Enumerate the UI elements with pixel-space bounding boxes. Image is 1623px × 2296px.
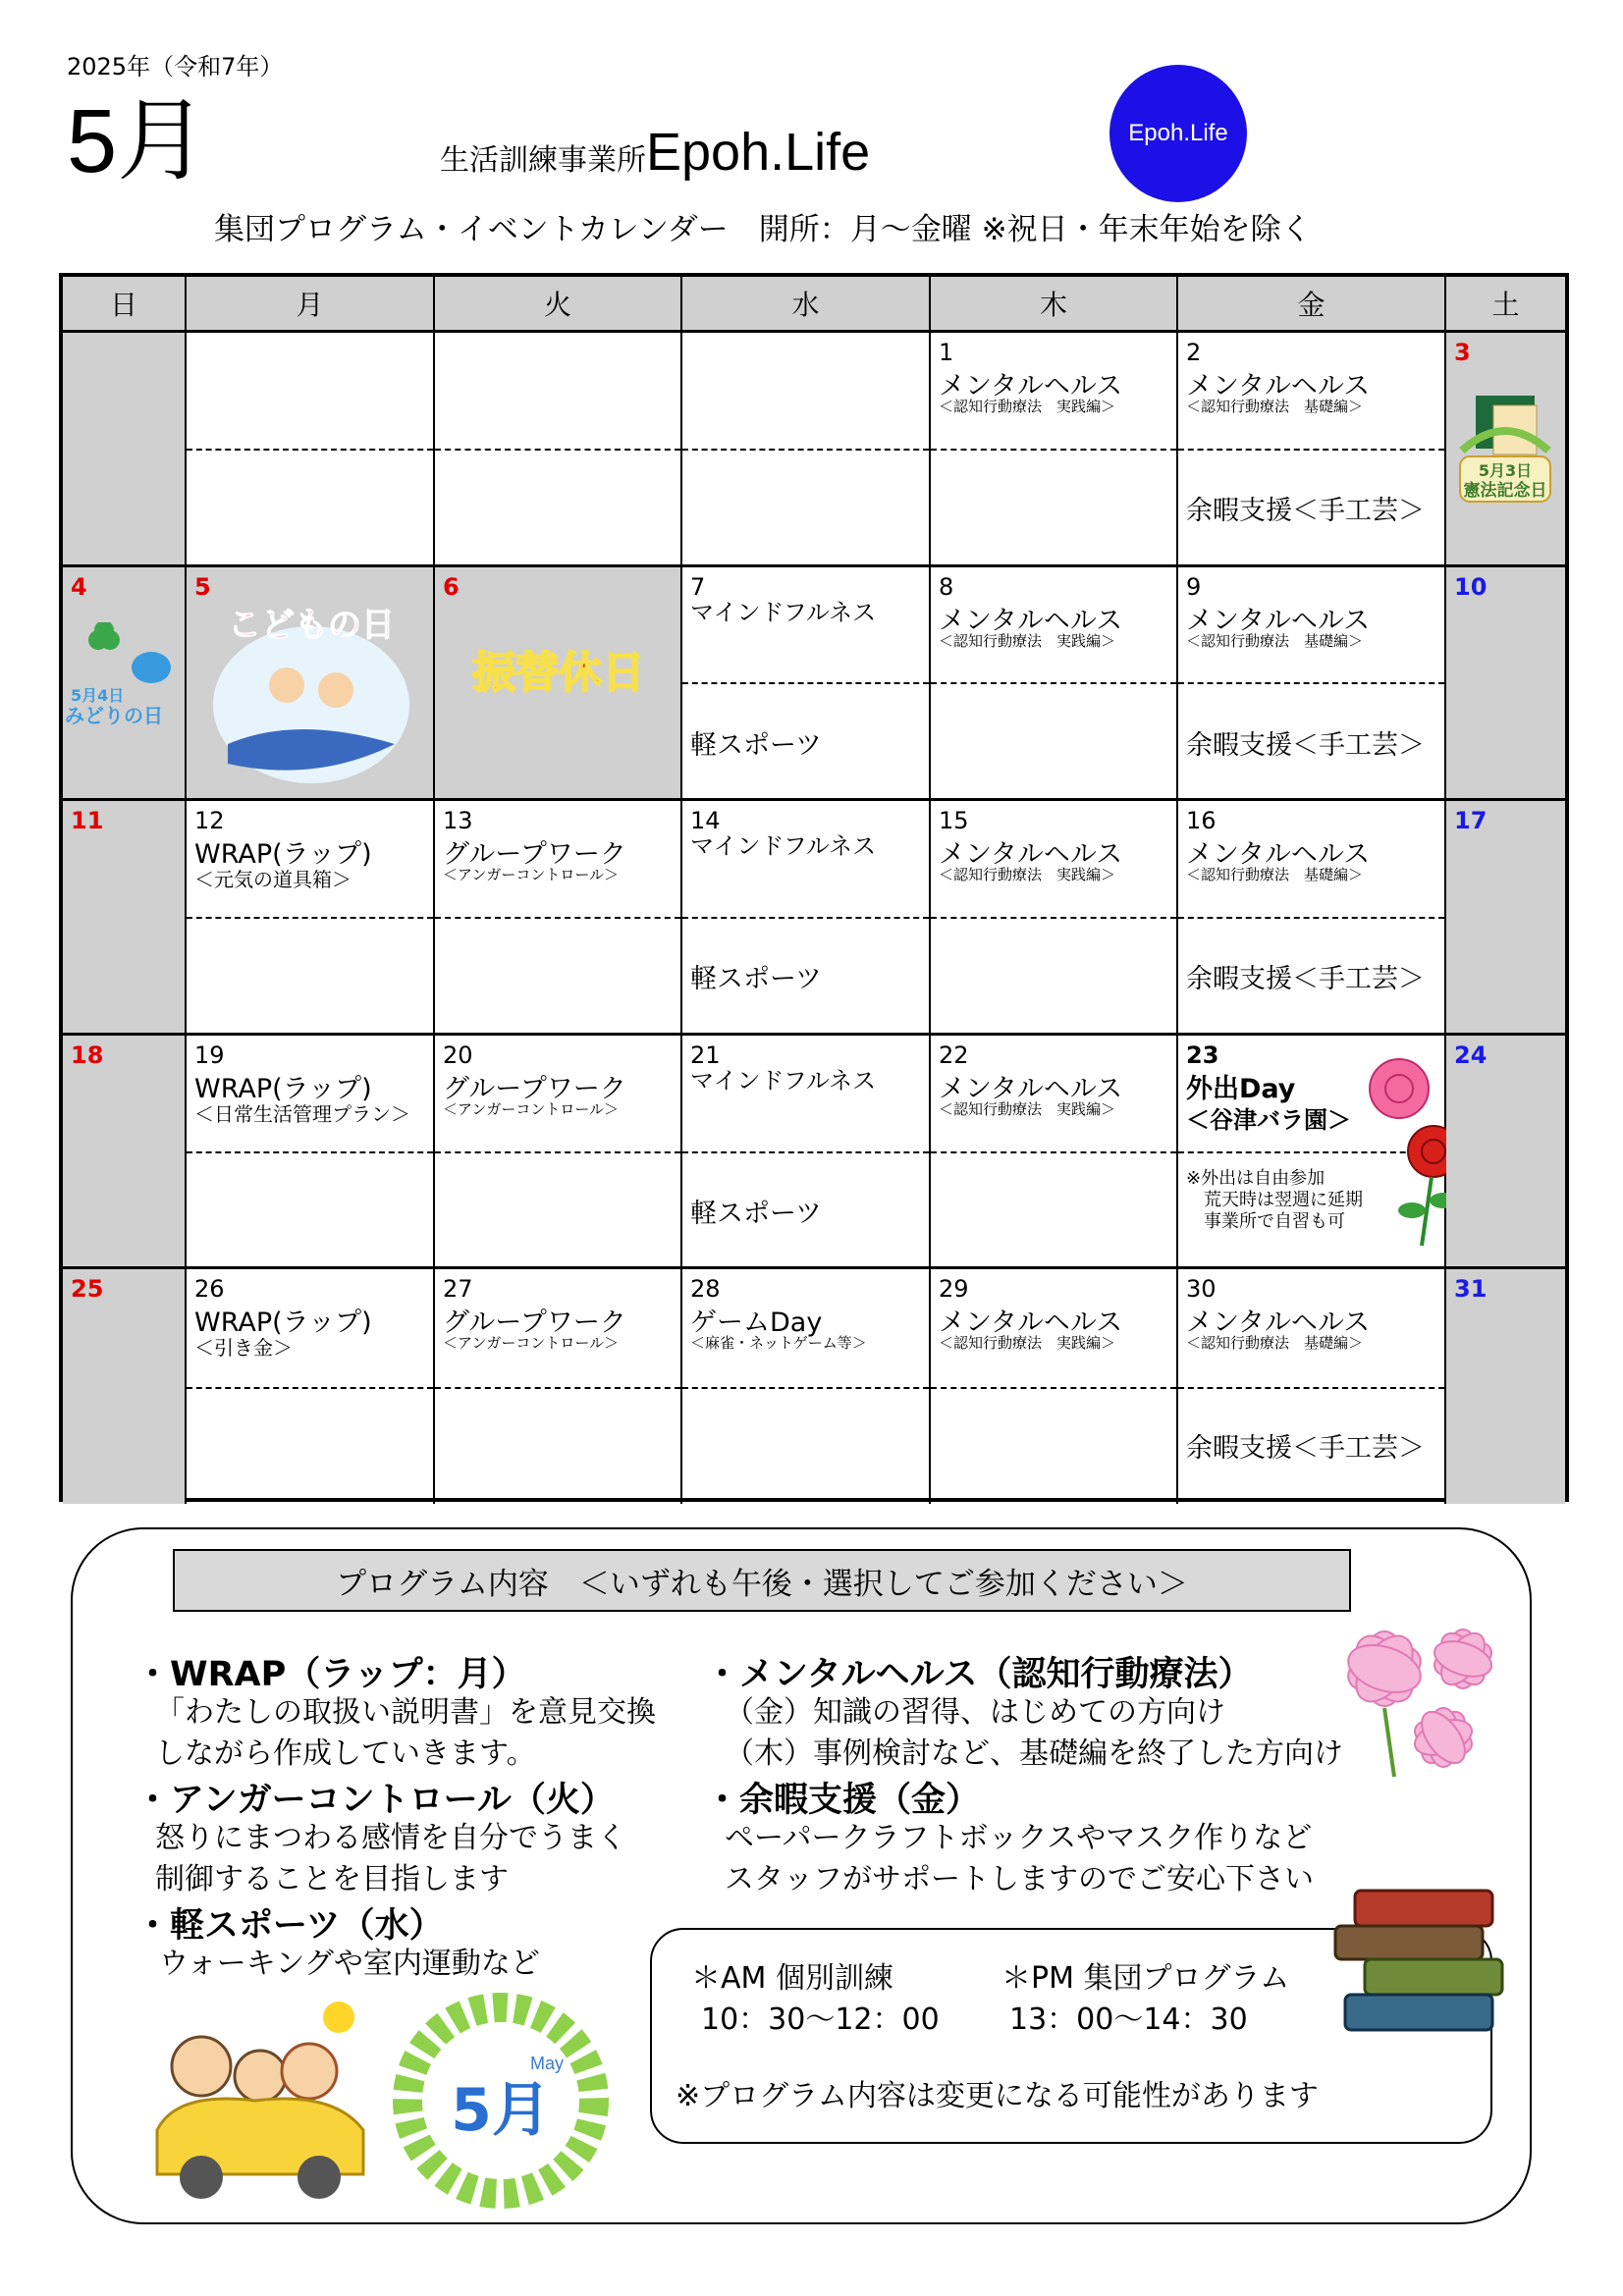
event-subtitle: ＜元気の道具箱＞ [194,868,352,892]
program-title-leisure: ・余暇支援（金） [705,1781,981,1820]
event-note: ※外出は自由参加 荒天時は翌週に延期 事業所で自習も可 [1186,1168,1363,1233]
day-number: 1 [939,339,954,366]
event-lower: 余暇支援＜手工芸＞ [1186,496,1425,527]
program-title-mental: ・メンタルヘルス（認知行動療法） [705,1655,1253,1694]
day-number: 12 [194,807,225,835]
lily-flowers-illustration [1325,1600,1512,1787]
event-subtitle: ＜アンガーコントロール＞ [443,1334,620,1353]
substitute-holiday-label: 振替休日 [472,647,645,698]
event-title: メンタルヘルス [1186,605,1371,636]
day-cell [931,1036,1178,1270]
day-cell [1446,333,1565,567]
day-cell [1178,1269,1446,1504]
am-pm-divider [187,449,433,451]
may-wreath-illustration [383,1983,619,2218]
day-cell [931,567,1178,802]
day-number: 27 [443,1275,473,1304]
am-pm-divider [931,682,1176,684]
day-number: 11 [71,807,104,835]
day-cell [1178,567,1446,802]
day-number: 31 [1454,1275,1488,1304]
day-cell [435,333,682,567]
day-cell [435,567,682,802]
day-number: 22 [939,1041,969,1069]
page-subtitle: 集団プログラム・イベントカレンダー 開所：月～金曜 ※祝日・年末年始を除く [214,212,1312,247]
day-number: 8 [939,572,954,601]
day-cell [187,333,435,567]
day-number: 23 [1186,1041,1219,1069]
pm-session-label: ＊PM 集団プログラム [1001,1961,1290,1996]
month-title: 5月 [67,91,208,191]
weekday-header-tue: 火 [435,277,682,330]
am-pm-divider [1178,682,1444,684]
day-number: 14 [690,807,721,835]
may-badge-label: May [530,2054,565,2073]
event-lower: 軽スポーツ [690,964,822,995]
year-label: 2025年（令和7年） [67,53,284,80]
event-title: メンタルヘルス [939,839,1123,871]
event-lower: 余暇支援＜手工芸＞ [1186,1432,1425,1464]
substitute-holiday-illustration [441,616,676,724]
event-subtitle: ＜アンガーコントロール＞ [443,866,620,884]
day-number: 13 [443,807,473,835]
event-subtitle: ＜認知行動療法 基礎編＞ [1186,866,1364,884]
am-pm-divider [435,449,680,451]
childrens-day-illustration [208,597,414,793]
day-number: 10 [1454,572,1488,601]
am-pm-divider [435,917,680,919]
event-subtitle: ＜引き金＞ [194,1336,293,1361]
event-subtitle: ＜谷津バラ園＞ [1186,1105,1351,1134]
day-cell [1446,1036,1565,1270]
day-cell [1178,333,1446,567]
event-title: メンタルヘルス [939,1308,1123,1339]
am-pm-divider [187,917,433,919]
day-cell [682,1269,931,1504]
day-number: 30 [1186,1275,1217,1304]
am-pm-divider [682,682,929,684]
weekday-header-row [63,277,1565,333]
day-cell [63,1036,187,1270]
event-title: WRAP(ラップ) [194,839,372,871]
day-cell [435,1269,682,1504]
weekday-header-fri: 金 [1178,277,1446,330]
day-cell [1446,567,1565,802]
day-number: 18 [71,1041,104,1069]
constitution-day-date: 5月3日 [1478,461,1533,480]
program-desc-leisure [725,1818,1314,1900]
am-pm-divider [682,917,929,919]
day-number: 16 [1186,807,1217,835]
day-cell [1446,1269,1565,1504]
event-title: メンタルヘルス [939,605,1123,636]
am-pm-divider [1178,917,1444,919]
event-title: グループワーク [443,1308,626,1339]
day-number: 9 [1186,572,1202,601]
program-desc-line: スタッフがサポートしますのでご安心下さい [725,1862,1314,1896]
schedule-note: ※プログラム内容は変更になる可能性があります [676,2079,1319,2113]
constitution-day-name: 憲法記念日 [1463,481,1547,501]
program-title-anger: ・アンガーコントロール（火） [135,1781,615,1820]
program-info-header: プログラム内容 ＜いずれも午後・選択してご参加ください＞ [173,1549,1351,1612]
day-number: 2 [1186,339,1202,366]
event-subtitle: ＜認知行動療法 基礎編＞ [1186,631,1364,650]
office-type-label: 生活訓練事業所 [440,143,646,178]
event-title: グループワーク [443,1073,626,1104]
day-cell [187,1269,435,1504]
day-number: 21 [690,1041,721,1069]
day-number: 25 [71,1275,104,1304]
office-title [440,122,870,183]
day-cell [931,333,1178,567]
day-cell [63,1269,187,1504]
family-car-illustration [147,1993,373,2209]
event-title: 外出Day [1186,1073,1296,1104]
day-cell [187,1036,435,1270]
event-title: マインドフルネス [690,598,877,626]
day-number: 17 [1454,807,1488,835]
day-cell [187,801,435,1036]
day-number: 19 [194,1041,225,1069]
weekday-header-wed: 水 [682,277,931,330]
day-cell [187,567,435,802]
day-number: 3 [1454,339,1471,366]
am-pm-divider [931,917,1176,919]
day-cell [63,333,187,567]
day-cell [682,333,931,567]
may-badge-month: 5月 [451,2076,551,2145]
am-pm-divider [187,1151,433,1153]
day-cell [931,1269,1178,1504]
weekday-header-thu: 木 [931,277,1178,330]
epoh-life-logo: Epoh.Life [1109,65,1247,202]
day-cell [63,801,187,1036]
event-title: WRAP(ラップ) [194,1308,372,1339]
program-desc-line: しながら作成していきます。 [155,1736,536,1771]
childrens-day-label: こどもの日 [228,605,395,645]
am-pm-divider [682,449,929,451]
program-desc-line: ペーパークラフトボックスやマスク作りなど [725,1821,1313,1855]
event-subtitle: ＜認知行動療法 実践編＞ [939,1099,1116,1118]
day-number: 24 [1454,1041,1488,1069]
pm-session-time: 13：00～14：30 [1009,2002,1248,2037]
am-session-label: ＊AM 個別訓練 [691,1961,893,1996]
day-number: 29 [939,1275,969,1304]
am-pm-divider [435,1387,680,1389]
event-subtitle: ＜認知行動療法 実践編＞ [939,398,1116,415]
day-cell [63,567,187,802]
day-number: 4 [71,572,87,601]
constitution-day-illustration [1454,392,1556,509]
event-title: ゲームDay [690,1308,823,1339]
program-desc-line: 怒りにまつわる感情を自分でうまく [155,1821,626,1855]
am-pm-divider [931,1151,1176,1153]
event-lower: 余暇支援＜手工芸＞ [1186,729,1425,761]
event-title: メンタルヘルス [1186,839,1371,871]
event-title: マインドフルネス [690,1066,877,1095]
day-cell [1446,801,1565,1036]
program-desc-line: ウォーキングや室内運動など [159,1947,540,1981]
event-title: メンタルヘルス [939,1073,1123,1104]
day-cell [1178,1036,1446,1270]
day-number: 5 [194,572,211,601]
weekday-header-mon: 月 [187,277,435,330]
day-cell [931,801,1178,1036]
stacked-books-illustration [1325,1871,1512,2038]
event-subtitle: ＜麻雀・ネットゲーム等＞ [690,1334,867,1353]
event-subtitle: ＜認知行動療法 実践編＞ [939,866,1116,884]
greenery-day-name: みどりの日 [65,703,163,727]
am-pm-divider [682,1387,929,1389]
event-subtitle: ＜認知行動療法 実践編＞ [939,631,1116,650]
weekday-header-sat: 土 [1491,289,1520,321]
am-pm-divider [682,1151,929,1153]
day-cell [1178,801,1446,1036]
am-pm-divider [931,449,1176,451]
day-number: 20 [443,1041,473,1069]
program-desc-line: （木）事例検討など、基礎編を終了した方向け [725,1736,1343,1771]
day-number: 15 [939,807,969,835]
event-title: メンタルヘルス [939,371,1123,401]
greenery-day-date: 5月4日 [71,685,125,705]
event-lower: 余暇支援＜手工芸＞ [1186,964,1425,995]
event-lower: 軽スポーツ [690,729,822,761]
day-cell [435,801,682,1036]
program-title-sports: ・軽スポーツ（水） [135,1906,444,1946]
event-title: WRAP(ラップ) [194,1073,372,1104]
calendar-grid [59,273,1569,1502]
event-subtitle: ＜アンガーコントロール＞ [443,1099,620,1118]
day-cell [435,1036,682,1270]
am-pm-divider [435,1151,680,1153]
program-desc-line: 制御することを目指します [155,1862,509,1896]
event-title: マインドフルネス [690,832,877,861]
program-desc-line: 「わたしの取扱い説明書」を意見交換 [155,1695,656,1730]
day-cell [682,1036,931,1270]
event-subtitle: ＜認知行動療法 実践編＞ [939,1334,1116,1353]
am-pm-divider [931,1387,1176,1389]
am-pm-divider [187,1387,433,1389]
day-number: 28 [690,1275,721,1304]
event-title: メンタルヘルス [1186,371,1371,401]
am-pm-divider [1178,1387,1444,1389]
day-cell [682,567,931,802]
office-name: Epoh.Life [646,123,871,182]
am-pm-divider [1178,449,1444,451]
program-desc-anger [155,1818,626,1900]
event-title: メンタルヘルス [1186,1308,1371,1339]
event-subtitle: ＜日常生活管理プラン＞ [194,1101,410,1126]
greenery-day-illustration [65,622,183,740]
day-number: 26 [194,1275,225,1304]
day-cell [682,801,931,1036]
program-desc-mental [725,1692,1343,1775]
event-subtitle: ＜認知行動療法 基礎編＞ [1186,398,1364,415]
am-session-time: 10：30～12：00 [701,2002,940,2037]
event-lower: 軽スポーツ [690,1199,822,1230]
weekday-header-sun: 日 [63,277,187,330]
day-number: 7 [690,572,706,601]
program-desc-sports [159,1944,540,1985]
program-desc-line: （金）知識の習得、はじめての方向け [725,1695,1225,1730]
day-number: 6 [443,572,460,601]
program-desc-wrap [155,1692,656,1775]
event-title: グループワーク [443,839,626,871]
event-subtitle: ＜認知行動療法 基礎編＞ [1186,1334,1364,1353]
program-title-wrap: ・WRAP（ラップ：月） [135,1655,526,1694]
